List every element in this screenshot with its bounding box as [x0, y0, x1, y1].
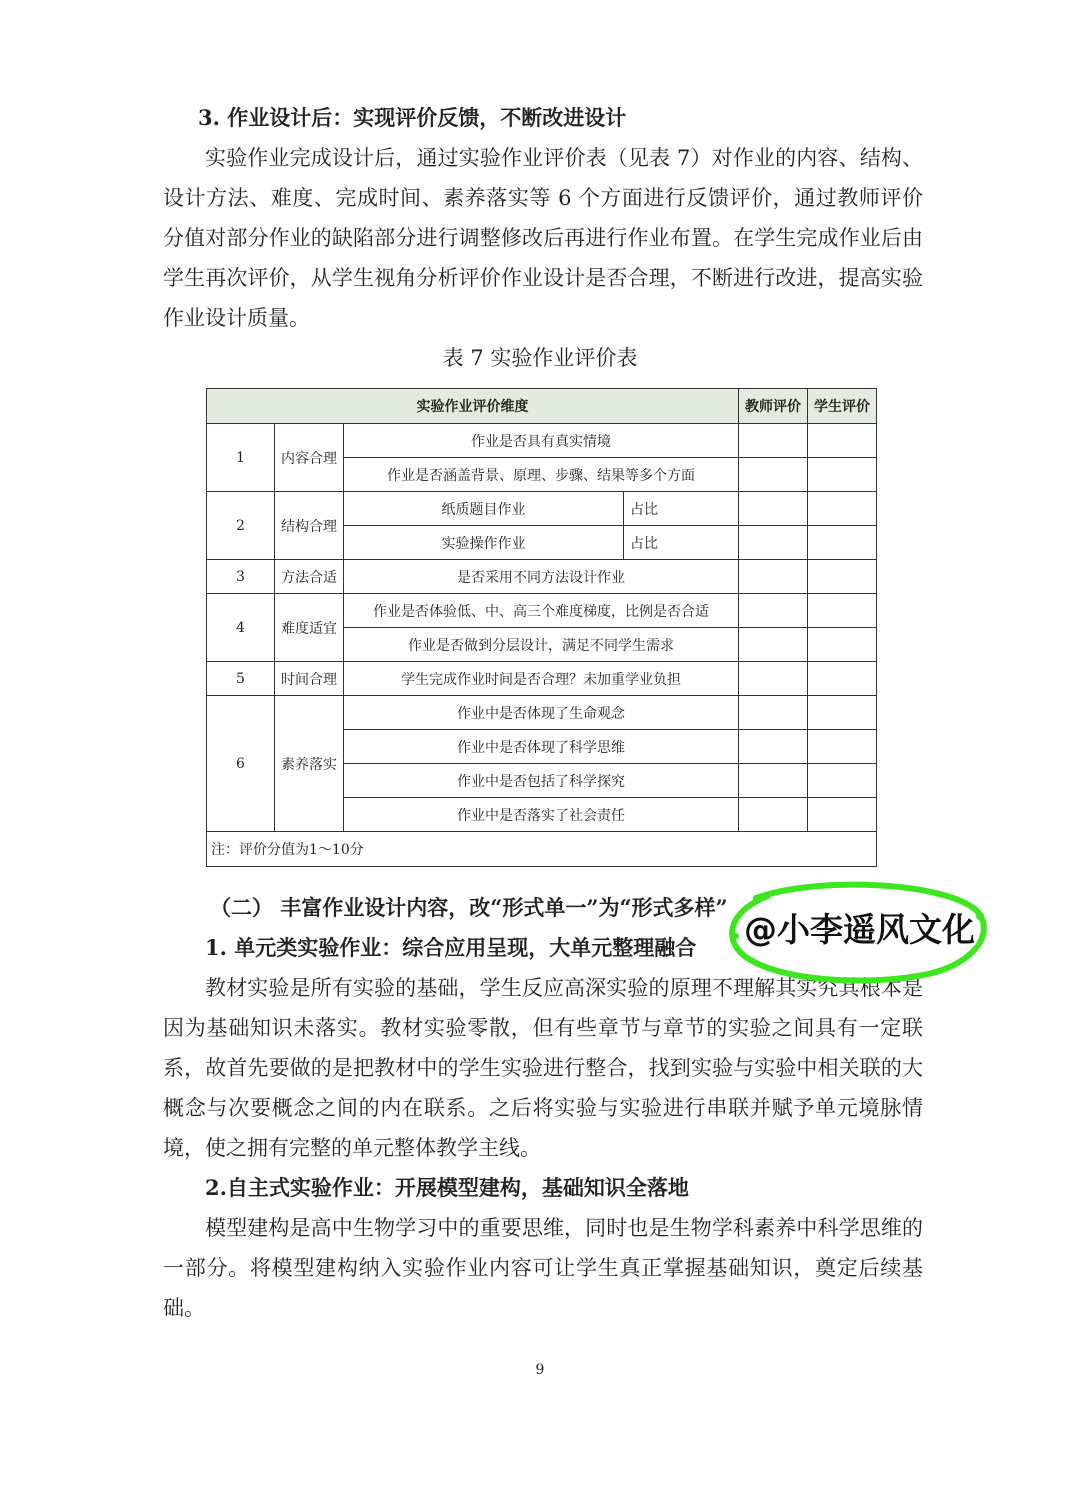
row-category: 素养落实: [275, 696, 344, 832]
row-number: 4: [207, 594, 275, 662]
header-dimension: 实验作业评价维度: [207, 389, 739, 424]
teacher-score-cell: [739, 696, 808, 730]
student-score-cell: [808, 798, 877, 832]
ratio-cell: 占比: [624, 526, 739, 560]
student-score-cell: [808, 662, 877, 696]
row-item: 作业中是否包括了科学探究: [344, 764, 739, 798]
row-item: 实验操作作业: [344, 526, 624, 560]
evaluation-table: [206, 388, 877, 867]
row-item: 纸质题目作业: [344, 492, 624, 526]
teacher-score-cell: [739, 662, 808, 696]
student-score-cell: [808, 628, 877, 662]
teacher-score-cell: [739, 764, 808, 798]
table-row: [207, 492, 877, 526]
row-item: 作业是否做到分层设计，满足不同学生需求: [344, 628, 739, 662]
row-item: 作业是否具有真实情境: [344, 424, 739, 458]
table-row: [207, 560, 877, 594]
watermark-text: @小李遥风文化: [744, 910, 975, 949]
row-number: 5: [207, 662, 275, 696]
row-item: 作业中是否体现了科学思维: [344, 730, 739, 764]
header-teacher-eval: 教师评价: [739, 389, 808, 424]
student-score-cell: [808, 560, 877, 594]
student-score-cell: [808, 696, 877, 730]
teacher-score-cell: [739, 526, 808, 560]
table-row: [207, 424, 877, 458]
row-number: 3: [207, 560, 275, 594]
row-category: 内容合理: [275, 424, 344, 492]
table-row: [207, 696, 877, 730]
row-category: 时间合理: [275, 662, 344, 696]
teacher-score-cell: [739, 424, 808, 458]
table-row: [207, 662, 877, 696]
row-category: 难度适宜: [275, 594, 344, 662]
subsection-2-heading: 2.自主式实验作业：开展模型建构，基础知识全落地: [205, 1175, 689, 1200]
row-number: 6: [207, 696, 275, 832]
header-student-eval: 学生评价: [808, 389, 877, 424]
subsection-1-paragraph: 教材实验是所有实验的基础，学生反应高深实验的原理不理解其实究其根本是因为基础知识未落实。教材实验零散，但有些章节与章节的实验之间具有一定联系，故首先要做的是把教材中的学生实验进行整合，找到实验与实验中相关联的大概念与次要概念之间的内在联系。之后将实验与实验进行串联并赋予单元境脉情境，使之拥有完整的单元整体教学主线。: [163, 976, 923, 1160]
row-category: 结构合理: [275, 492, 344, 560]
section-3-paragraph: 实验作业完成设计后，通过实验作业评价表（见表 7）对作业的内容、结构、设计方法、难度、完成时间、素养落实等 6 个方面进行反馈评价，通过教师评价分值对部分作业的缺陷部分进行调整修改后再进行作业布置。在学生完成作业后由学生再次评价，从学生视角分析评价作业设计是否合理，不断进行改进，提高实验作业设计质量。: [163, 146, 923, 330]
page-number: 9: [535, 1362, 545, 1378]
subsection-2-paragraph: 模型建构是高中生物学习中的重要思维，同时也是生物学科素养中科学思维的一部分。将模型建构纳入实验作业内容可让学生真正掌握基础知识，奠定后续基础。: [163, 1216, 923, 1320]
table-caption: 表 7 实验作业评价表: [442, 346, 638, 370]
student-score-cell: [808, 424, 877, 458]
student-score-cell: [808, 526, 877, 560]
teacher-score-cell: [739, 458, 808, 492]
row-number: 1: [207, 424, 275, 492]
section-two-heading: （二） 丰富作业设计内容，改“形式单一”为“形式多样”: [210, 895, 728, 920]
row-number: 2: [207, 492, 275, 560]
table-note: 注：评价分值为1～10分: [207, 832, 877, 867]
teacher-score-cell: [739, 798, 808, 832]
section-3-heading: 3. 作业设计后：实现评价反馈，不断改进设计: [198, 105, 627, 130]
student-score-cell: [808, 458, 877, 492]
row-item: 是否采用不同方法设计作业: [344, 560, 739, 594]
student-score-cell: [808, 492, 877, 526]
teacher-score-cell: [739, 628, 808, 662]
student-score-cell: [808, 594, 877, 628]
row-category: 方法合适: [275, 560, 344, 594]
teacher-score-cell: [739, 594, 808, 628]
row-item: 学生完成作业时间是否合理？未加重学业负担: [344, 662, 739, 696]
teacher-score-cell: [739, 492, 808, 526]
row-item: 作业是否体验低、中、高三个难度梯度，比例是否合适: [344, 594, 739, 628]
student-score-cell: [808, 730, 877, 764]
row-item: 作业中是否体现了生命观念: [344, 696, 739, 730]
table-row: [207, 594, 877, 628]
subsection-1-heading: 1. 单元类实验作业：综合应用呈现，大单元整理融合: [205, 935, 697, 960]
teacher-score-cell: [739, 730, 808, 764]
row-item: 作业中是否落实了社会责任: [344, 798, 739, 832]
row-item: 作业是否涵盖背景、原理、步骤、结果等多个方面: [344, 458, 739, 492]
ratio-cell: 占比: [624, 492, 739, 526]
teacher-score-cell: [739, 560, 808, 594]
student-score-cell: [808, 764, 877, 798]
watermark: [728, 880, 990, 984]
